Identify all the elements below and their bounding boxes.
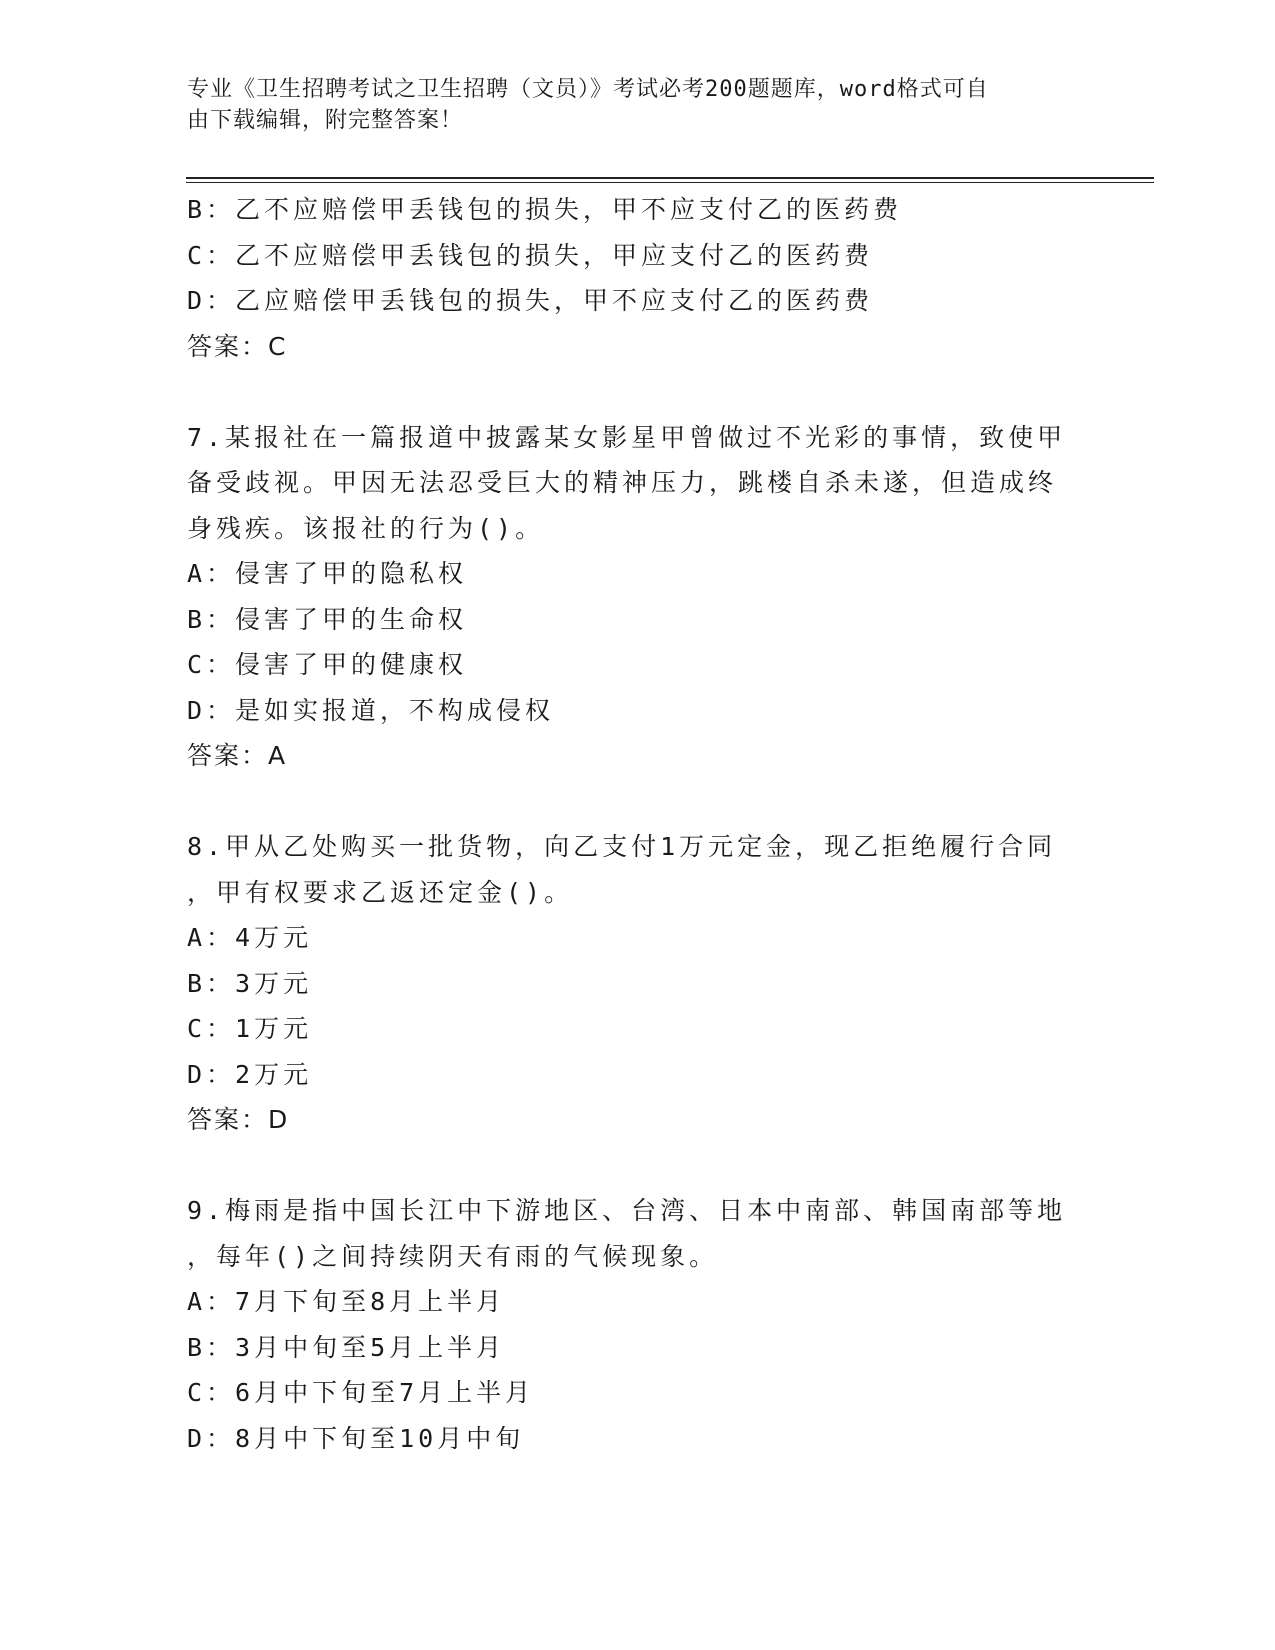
option-c: C：乙不应赔偿甲丢钱包的损失，甲应支付乙的医药费 bbox=[187, 240, 874, 270]
header-title-line-2: 由下载编辑，附完整答案！ bbox=[187, 108, 464, 133]
option-d: D：是如实报道，不构成侵权 bbox=[187, 695, 555, 725]
question-text-line: 7.某报社在一篇报道中披露某女影星甲曾做过不光彩的事情，致使甲 bbox=[187, 422, 1067, 452]
question-text-line: ，甲有权要求乙返还定金()。 bbox=[187, 877, 574, 907]
option-c: C：1万元 bbox=[187, 1014, 313, 1043]
spacer bbox=[187, 1143, 1067, 1189]
header-divider-thin bbox=[186, 182, 1154, 183]
option-d: D：2万元 bbox=[187, 1059, 313, 1089]
header-title-line-1: 专业《卫生招聘考试之卫生招聘（文员）》考试必考200题题库，word格式可自 bbox=[187, 77, 989, 102]
option-b: B：3月中旬至5月上半月 bbox=[187, 1332, 506, 1362]
question-text-line: 8.甲从乙处购买一批货物，向乙支付1万元定金，现乙拒绝履行合同 bbox=[187, 832, 1057, 861]
option-b: B：乙不应赔偿甲丢钱包的损失，甲不应支付乙的医药费 bbox=[187, 195, 903, 224]
option-b: B：侵害了甲的生命权 bbox=[187, 604, 468, 634]
question-8 bbox=[187, 824, 1067, 1143]
option-c: C：侵害了甲的健康权 bbox=[187, 650, 468, 679]
answer-label: 答案：D bbox=[187, 1105, 290, 1134]
question-6-continued bbox=[187, 187, 1067, 369]
question-text-line: 备受歧视。甲因无法忍受巨大的精神压力，跳楼自杀未遂，但造成终 bbox=[187, 468, 1058, 497]
spacer bbox=[187, 369, 1067, 415]
answer-label: 答案：C bbox=[187, 331, 288, 361]
document-header bbox=[187, 74, 1067, 136]
question-text-line: 9.梅雨是指中国长江中下游地区、台湾、日本中南部、韩国南部等地 bbox=[187, 1196, 1067, 1225]
option-a: A：7月下旬至8月上半月 bbox=[187, 1287, 506, 1316]
option-a: A：侵害了甲的隐私权 bbox=[187, 559, 468, 588]
question-content bbox=[187, 187, 1067, 1461]
spacer bbox=[187, 779, 1067, 825]
option-d: D：乙应赔偿甲丢钱包的损失，甲不应支付乙的医药费 bbox=[187, 286, 874, 315]
option-b: B：3万元 bbox=[187, 968, 313, 998]
question-7 bbox=[187, 415, 1067, 779]
question-text-line: 身残疾。该报社的行为()。 bbox=[187, 513, 545, 543]
option-d: D：8月中下旬至10月中旬 bbox=[187, 1423, 525, 1453]
question-text-line: ，每年()之间持续阴天有雨的气候现象。 bbox=[187, 1241, 719, 1271]
answer-label: 答案：A bbox=[187, 741, 288, 770]
option-a: A：4万元 bbox=[187, 923, 313, 952]
option-c: C：6月中下旬至7月上半月 bbox=[187, 1378, 535, 1407]
header-divider-thick bbox=[186, 177, 1154, 179]
question-9 bbox=[187, 1188, 1067, 1461]
